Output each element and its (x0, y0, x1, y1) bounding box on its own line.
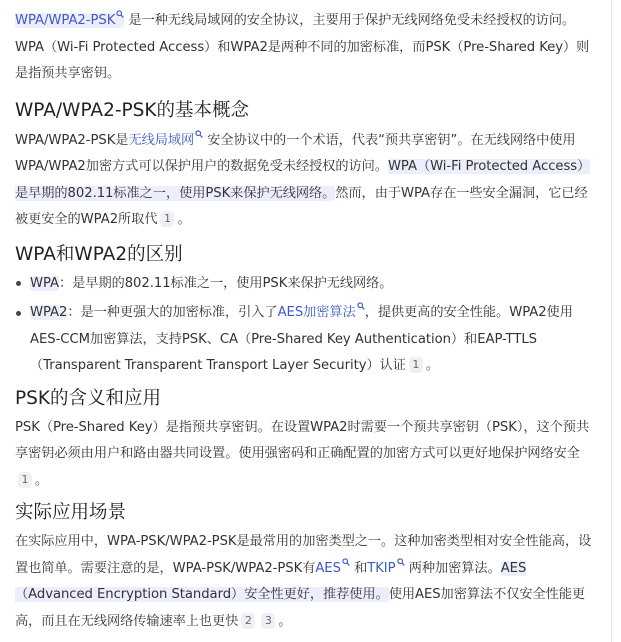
search-icon (342, 558, 350, 566)
citation-badge[interactable]: 1 (18, 472, 32, 488)
term-link-tkip[interactable]: TKIP (367, 561, 404, 576)
section-heading-basic: WPA/WPA2-PSK的基本概念 (15, 99, 250, 121)
search-icon (357, 302, 365, 310)
list-item-wpa2: WPA2：是一种更强大的加密标准，引入了AES加密算法 ，提供更高的安全性能。WPA2使用AES-CCM加密算法，支持PSK、CA（Pre-Shared Key Authentication）和EAP-TTLS（Transparent Transparent Transport Layer Security）认证 1 。 (15, 300, 593, 380)
panel-divider (611, 0, 612, 642)
term-link-wpa-psk[interactable]: WPA/WPA2-PSK (15, 13, 124, 28)
citation-badge[interactable]: 1 (409, 357, 423, 373)
search-icon (397, 558, 405, 566)
difference-list (15, 271, 593, 380)
citation-badge[interactable]: 2 (241, 613, 255, 629)
term-wpa[interactable]: WPA (30, 275, 60, 291)
search-icon (195, 130, 203, 138)
psk-paragraph: PSK（Pre-Shared Key）是指预共享密钥。在设置WPA2时需要一个预共享密钥（PSK），这个预共享密钥必须由用户和路由器共同设置。使用强密码和正确配置的加密方式可以更好地保护网络安全1 。 (15, 419, 590, 488)
section-heading-application: 实际应用场景 (15, 502, 127, 523)
term-link-wlan[interactable]: 无线局域网 (128, 133, 203, 148)
search-icon (116, 10, 124, 18)
section-heading-difference: WPA和WPA2的区别 (15, 243, 183, 265)
term-wpa2[interactable]: WPA2 (30, 305, 68, 320)
list-item-wpa: WPA：是早期的802.11标准之一，使用PSK来保护无线网络。 (15, 271, 593, 298)
highlighted-sentence[interactable]: AES（Advanced Encryption Standard）安全性更好，推荐使用。 (15, 560, 527, 602)
answer-content (15, 8, 593, 635)
term-link-aes[interactable]: AES (315, 561, 350, 576)
basic-paragraph: WPA/WPA2-PSK是无线局域网 安全协议中的一个术语，代表“预共享密钥”。在无线网络中使用WPA/WPA2加密方式可以保护用户的数据免受未经授权的访问。WPA（Wi-Fi Protected Access）是早期的802.11标准之一，使用PSK来保护无线网络。然而，由于WPA存在一些安全漏洞，它已经被更安全的WPA2所取代 1 。 (15, 128, 593, 234)
application-paragraph: 在实际应用中，WPA-PSK/WPA2-PSK是最常用的加密类型之一。这种加密类型相对安全性能高，设置也简单。需要注意的是，WPA-PSK/WPA2-PSK有AES 和TKIP 两种加密算法。AES（Advanced Encryption Standard）安全性更好，推荐使用。使用AES加密算法不仅安全性能更高，而且在无线网络传输速率上也更快 2 3 。 (15, 534, 592, 629)
intro-paragraph: WPA/WPA2-PSK 是一种无线局域网的安全协议，主要用于保护无线网络免受未经授权的访问。WPA（Wi-Fi Protected Access）和WPA2是两种不同的加密标准，而PSK（Pre-Shared Key）则是指预共享密钥。 (15, 8, 593, 88)
highlighted-sentence[interactable]: WPA（Wi-Fi Protected Access）是早期的802.11标准之一，使用PSK来保护无线网络。 (15, 159, 591, 201)
section-heading-psk: PSK的含义和应用 (15, 387, 162, 409)
citation-badge[interactable]: 1 (160, 211, 174, 227)
citation-badge[interactable]: 3 (261, 613, 275, 629)
term-link-aes-algorithm[interactable]: AES加密算法 (278, 305, 365, 320)
